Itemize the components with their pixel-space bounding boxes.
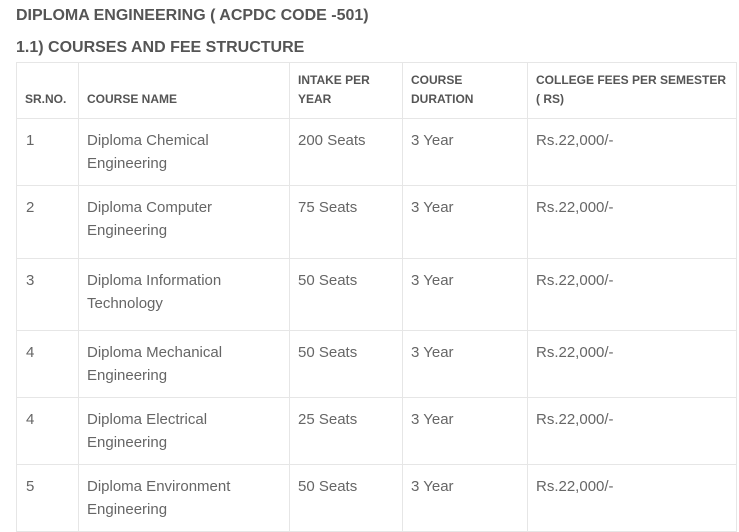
cell-intake: 50 Seats xyxy=(290,259,403,331)
cell-course-name: Diploma Environment Engineering xyxy=(79,465,290,532)
page-title: DIPLOMA ENGINEERING ( ACPDC CODE -501) xyxy=(16,7,369,24)
cell-course-name: Diploma Mechanical Engineering xyxy=(79,331,290,398)
cell-fees: Rs.22,000/- xyxy=(528,465,737,532)
cell-intake: 50 Seats xyxy=(290,331,403,398)
header-sr-no: SR.NO. xyxy=(17,63,79,119)
courses-fee-table xyxy=(16,62,737,532)
table-row xyxy=(17,119,737,186)
cell-fees: Rs.22,000/- xyxy=(528,186,737,259)
cell-course-name: Diploma Chemical Engineering xyxy=(79,119,290,186)
cell-sr-no: 2 xyxy=(17,186,79,259)
cell-duration: 3 Year xyxy=(403,398,528,465)
cell-duration: 3 Year xyxy=(403,331,528,398)
table-header-row xyxy=(17,63,737,119)
cell-intake: 25 Seats xyxy=(290,398,403,465)
header-duration: COURSE DURATION xyxy=(403,63,528,119)
cell-fees: Rs.22,000/- xyxy=(528,119,737,186)
header-course-name: COURSE NAME xyxy=(79,63,290,119)
table-row xyxy=(17,398,737,465)
cell-intake: 75 Seats xyxy=(290,186,403,259)
cell-duration: 3 Year xyxy=(403,186,528,259)
cell-duration: 3 Year xyxy=(403,119,528,186)
cell-intake: 200 Seats xyxy=(290,119,403,186)
cell-sr-no: 3 xyxy=(17,259,79,331)
table-row xyxy=(17,259,737,331)
header-intake: INTAKE PER YEAR xyxy=(290,63,403,119)
cell-fees: Rs.22,000/- xyxy=(528,331,737,398)
cell-duration: 3 Year xyxy=(403,465,528,532)
header-fees: COLLEGE FEES PER SEMESTER ( RS) xyxy=(528,63,737,119)
cell-fees: Rs.22,000/- xyxy=(528,398,737,465)
cell-duration: 3 Year xyxy=(403,259,528,331)
table-row xyxy=(17,465,737,532)
cell-course-name: Diploma Computer Engineering xyxy=(79,186,290,259)
cell-course-name: Diploma Electrical Engineering xyxy=(79,398,290,465)
cell-intake: 50 Seats xyxy=(290,465,403,532)
cell-fees: Rs.22,000/- xyxy=(528,259,737,331)
table-row xyxy=(17,331,737,398)
cell-sr-no: 5 xyxy=(17,465,79,532)
section-heading: 1.1) COURSES AND FEE STRUCTURE xyxy=(16,39,305,56)
cell-course-name: Diploma Information Technology xyxy=(79,259,290,331)
cell-sr-no: 4 xyxy=(17,331,79,398)
cell-sr-no: 1 xyxy=(17,119,79,186)
table-row xyxy=(17,186,737,259)
cell-sr-no: 4 xyxy=(17,398,79,465)
